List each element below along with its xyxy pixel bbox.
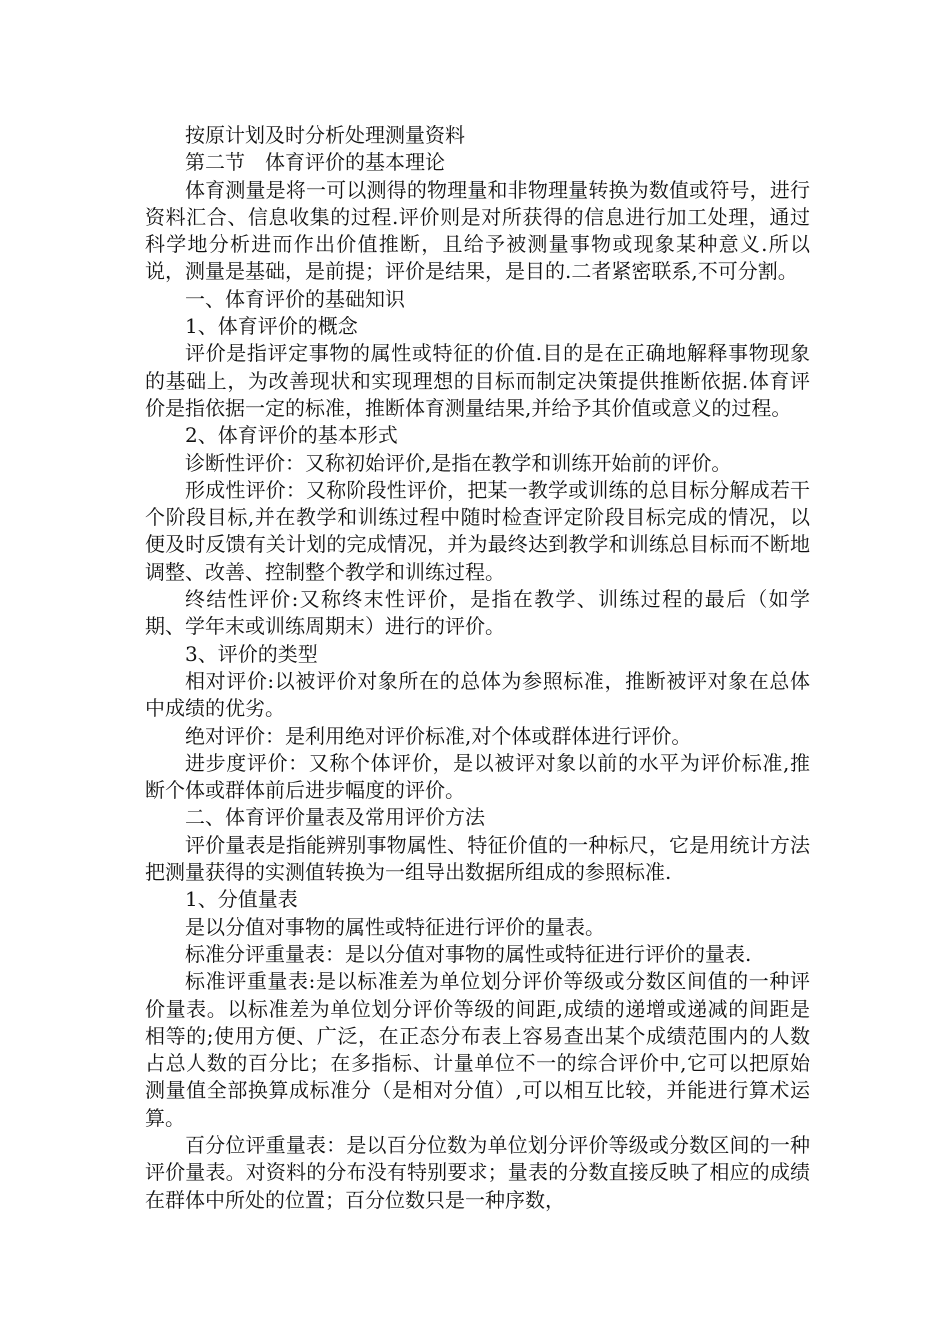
paragraph: 标准分评重量表：是以分值对事物的属性或特征进行评价的量表. [185, 941, 752, 966]
document-body [145, 122, 810, 1214]
paragraph: 绝对评价：是利用绝对评价标准,对个体或群体进行评价。 [185, 723, 692, 748]
paragraph: 终结性评价:又称终末性评价，是指在教学、训练过程的最后（如学期、学年末或训练周期末）进行的评价。 [145, 587, 810, 639]
subsection-heading: 1、体育评价的概念 [185, 314, 358, 339]
paragraph: 评价是指评定事物的属性或特征的价值.目的是在正确地解释事物现象的基础上，为改善现状和实现理想的目标而制定决策提供推断依据.体育评价是指依据一定的标准，推断体育测量结果,并给予其价值或意义的过程。 [145, 341, 810, 420]
paragraph: 诊断性评价：又称初始评价,是指在教学和训练开始前的评价。 [185, 450, 732, 475]
subsection-heading: 2、体育评价的基本形式 [185, 423, 398, 448]
subsection-heading: 3、评价的类型 [185, 641, 318, 666]
subsection-heading: 二、体育评价量表及常用评价方法 [185, 805, 485, 830]
paragraph: 形成性评价：又称阶段性评价，把某一教学或训练的总目标分解成若干个阶段目标,并在教学和训练过程中随时检查评定阶段目标完成的情况，以便及时反馈有关计划的完成情况，并为最终达到教学和训练总目标而不断地调整、改善、控制整个教学和训练过程。 [145, 477, 810, 584]
paragraph: 是以分值对事物的属性或特征进行评价的量表。 [185, 914, 605, 939]
paragraph: 按原计划及时分析处理测量资料 [185, 123, 465, 147]
subsection-heading: 1、分值量表 [185, 887, 298, 912]
paragraph: 百分位评重量表：是以百分位数为单位划分评价等级或分数区间的一种评价量表。对资料的分布没有特别要求；量表的分数直接反映了相应的成绩在群体中所处的位置；百分位数只是一种序数， [145, 1132, 810, 1212]
paragraph: 进步度评价：又称个体评价，是以被评对象以前的水平为评价标准,推断个体或群体前后进步幅度的评价。 [145, 750, 810, 803]
paragraph: 相对评价:以被评价对象所在的总体为参照标准，推断被评对象在总体中成绩的优劣。 [145, 668, 810, 721]
subsection-heading: 一、体育评价的基础知识 [185, 286, 405, 311]
paragraph: 评价量表是指能辨别事物属性、特征价值的一种标尺，它是用统计方法把测量获得的实测值转换为一组导出数据所组成的参照标准. [145, 832, 810, 885]
paragraph: 体育测量是将一可以测得的物理量和非物理量转换为数值或符号，进行资料汇合、信息收集的过程.评价则是对所获得的信息进行加工处理，通过科学地分析进而作出价值推断，且给予被测量事物或现象某种意义.所以说，测量是基础，是前提；评价是结果，是目的.二者紧密联系,不可分割。 [145, 177, 810, 284]
paragraph: 标准评重量表:是以标准差为单位划分评价等级或分数区间值的一种评价量表。以标准差为单位划分评价等级的间距,成绩的递增或递减的间距是相等的;使用方便、广泛，在正态分布表上容易查出某个成绩范围内的人数占总人数的百分比；在多指标、计量单位不一的综合评价中,它可以把原始测量值全部换算成标准分（是相对分值）,可以相互比较，并能进行算术运算。 [145, 969, 810, 1130]
section-heading: 第二节 体育评价的基本理论 [185, 150, 445, 175]
